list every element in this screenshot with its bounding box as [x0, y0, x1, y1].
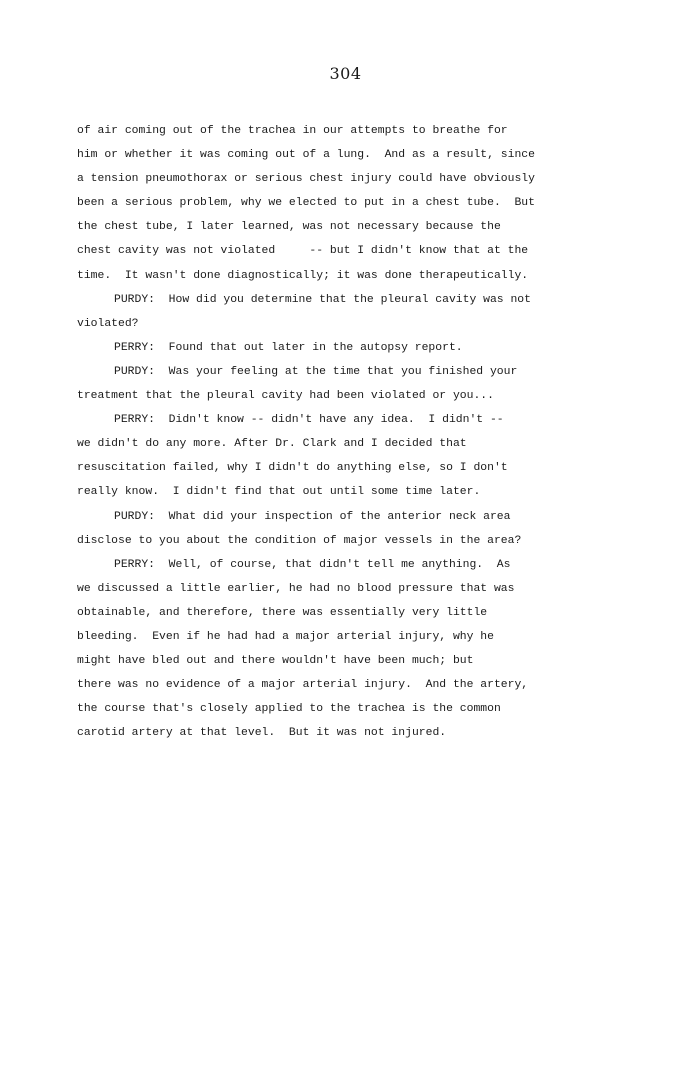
text-line: we discussed a little earlier, he had no blood pressure that was — [77, 582, 515, 595]
text-line: treatment that the pleural cavity had been violated or you... — [77, 390, 494, 403]
page-number: 304 — [329, 64, 362, 83]
speaker-line-purdy: PURDY: Was your feeling at the time that you finished your — [114, 365, 518, 378]
text-line: been a serious problem, why we elected to put in a chest tube. But — [77, 197, 535, 210]
speaker-line-purdy: PURDY: What did your inspection of the anterior neck area — [114, 510, 511, 523]
speaker-line-perry: PERRY: Well, of course, that didn't tell me anything. As — [114, 558, 511, 571]
text-line: we didn't do any more. After Dr. Clark and I decided that — [77, 438, 467, 451]
text-line: obtainable, and therefore, there was essentially very little — [77, 606, 488, 619]
text-line: might have bled out and there wouldn't have been much; but — [77, 655, 474, 668]
text-line: carotid artery at that level. But it was not injured. — [77, 727, 447, 740]
speaker-line-purdy: PURDY: How did you determine that the pleural cavity was not — [114, 293, 531, 306]
text-line: there was no evidence of a major arterial injury. And the artery, — [77, 679, 529, 692]
text-line: bleeding. Even if he had had a major arterial injury, why he — [77, 630, 494, 643]
text-line: the chest tube, I later learned, was not necessary because the — [77, 221, 501, 234]
text-line: chest cavity was not violated -- but I didn't know that at the — [77, 245, 529, 258]
text-line: him or whether it was coming out of a lung. And as a result, since — [77, 149, 535, 162]
speaker-line-perry: PERRY: Found that out later in the autopsy report. — [114, 341, 463, 354]
text-line: violated? — [77, 317, 139, 330]
transcript-body — [77, 119, 577, 745]
text-line: of air coming out of the trachea in our attempts to breathe for — [77, 125, 508, 137]
text-line: disclose to you about the condition of major vessels in the area? — [77, 534, 522, 547]
speaker-line-perry: PERRY: Didn't know -- didn't have any idea. I didn't -- — [114, 414, 504, 427]
text-line: time. It wasn't done diagnostically; it was done therapeutically. — [77, 269, 529, 282]
text-line: a tension pneumothorax or serious chest injury could have obviously — [77, 173, 535, 186]
text-line: really know. I didn't find that out until some time later. — [77, 486, 481, 499]
text-line: resuscitation failed, why I didn't do anything else, so I don't — [77, 462, 508, 475]
text-line: the course that's closely applied to the trachea is the common — [77, 703, 501, 716]
